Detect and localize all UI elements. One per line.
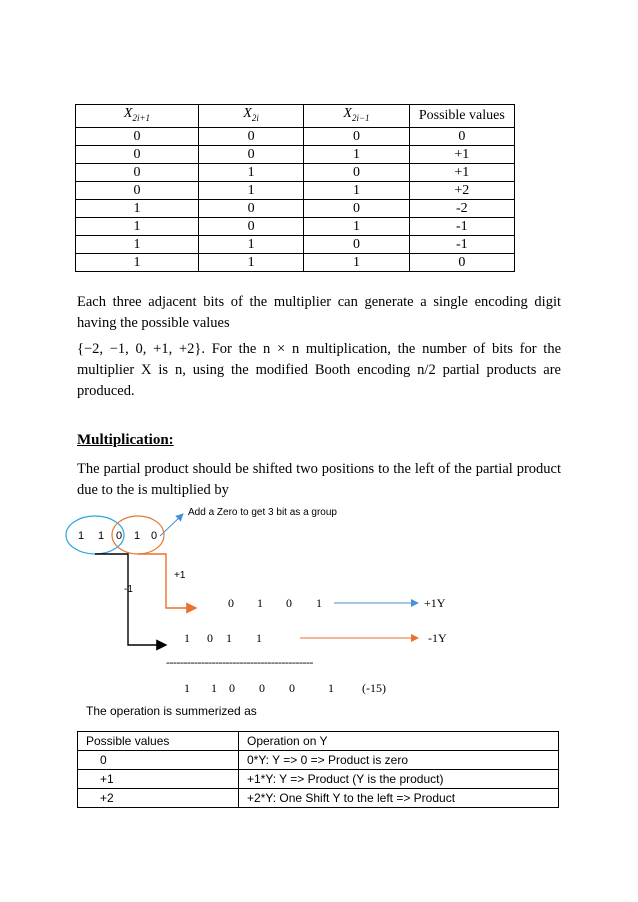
table-cell: 1 — [304, 181, 409, 199]
table-cell: +1 — [409, 145, 514, 163]
table-cell: +2 — [78, 789, 239, 808]
sum-bit: 1 — [328, 681, 334, 695]
row1-bit: 0 — [228, 596, 234, 610]
multiplier-bits — [78, 530, 157, 542]
table-row — [78, 751, 559, 770]
table-row — [76, 181, 515, 199]
sum-value: (-15) — [362, 681, 386, 695]
table-row — [76, 235, 515, 253]
sum-row — [184, 681, 386, 695]
ops-header-row — [78, 732, 559, 751]
ops-table-body — [78, 751, 559, 808]
table-cell: 0 — [198, 145, 303, 163]
header-x2i-1: $X_{2i-1}$ — [304, 105, 409, 128]
table-cell: 1 — [76, 253, 199, 271]
row2-result: -1Y — [428, 631, 447, 645]
sum-bit: 0 — [229, 681, 235, 695]
table-cell: 0 — [76, 163, 199, 181]
row2-bit: 1 — [226, 631, 232, 645]
table-cell: +2*Y: One Shift Y to the left => Product — [239, 789, 559, 808]
table-cell: -1 — [409, 235, 514, 253]
table-cell: 0 — [409, 127, 514, 145]
ops-header-operation: Operation on Y — [239, 732, 559, 751]
label-plus1: +1 — [174, 570, 186, 581]
table-row — [78, 770, 559, 789]
header-x2i1: $X_{2i+1}$ — [76, 105, 199, 128]
table-cell: 0 — [198, 199, 303, 217]
row2-bit: 1 — [256, 631, 262, 645]
partial-product-row2 — [184, 631, 262, 645]
table-row — [76, 199, 515, 217]
table-cell: 1 — [76, 199, 199, 217]
sum-bit: 0 — [289, 681, 295, 695]
booth-encoding-table — [75, 104, 515, 272]
table-cell: -1 — [409, 217, 514, 235]
table-cell: 0 — [76, 127, 199, 145]
table-cell: -2 — [409, 199, 514, 217]
sum-bit: 0 — [259, 681, 265, 695]
table-cell: 0 — [304, 163, 409, 181]
booth-table-body — [76, 127, 515, 271]
table-cell: 0 — [78, 751, 239, 770]
table-cell: 0 — [304, 127, 409, 145]
sum-bit: 1 — [211, 681, 217, 695]
paragraph-values — [77, 339, 561, 402]
table-cell: 0 — [304, 199, 409, 217]
annotation-text: Add a Zero to get 3 bit as a group — [188, 507, 337, 518]
paragraph-values-text: {−2, −1, 0, +1, +2}. For the n × n multiplication, the number of bits for the multiplier X is n, using the modified Booth encoding n/2 partial products are produced. — [77, 341, 561, 399]
booth-diagram — [0, 500, 638, 700]
row2-bit: 0 — [207, 631, 213, 645]
table-cell: 1 — [198, 253, 303, 271]
ops-header-values: Possible values — [78, 732, 239, 751]
row1-bit: 1 — [257, 596, 263, 610]
table-cell: +2 — [409, 181, 514, 199]
header-possible-values: Possible values — [409, 105, 514, 128]
table-cell: +1*Y: Y => Product (Y is the product) — [239, 770, 559, 789]
table-row — [78, 789, 559, 808]
table-cell: 1 — [198, 181, 303, 199]
table-row — [76, 217, 515, 235]
paragraph-encoding: Each three adjacent bits of the multiplier can generate a single encoding digit having the possible values — [77, 294, 561, 331]
header-x2i: $X_{2i}$ — [198, 105, 303, 128]
bit: 0 — [116, 530, 123, 542]
partial-product-row1 — [228, 596, 322, 610]
bit: 1 — [134, 530, 141, 542]
table-cell: 1 — [304, 145, 409, 163]
table-cell: +1 — [78, 770, 239, 789]
table-cell: 1 — [304, 217, 409, 235]
table-cell: 0 — [409, 253, 514, 271]
summary-text: The operation is summerized as — [86, 704, 257, 718]
table-cell: 0 — [304, 235, 409, 253]
section-heading: Multiplication: — [77, 432, 174, 448]
row1-bit: 1 — [316, 596, 322, 610]
row2-bit: 1 — [184, 631, 190, 645]
row1-bit: 0 — [286, 596, 292, 610]
table-cell: 0 — [76, 181, 199, 199]
plus1-path — [138, 554, 196, 608]
table-cell: 1 — [304, 253, 409, 271]
label-minus1: -1 — [124, 584, 133, 595]
bit: 0 — [151, 530, 158, 542]
paragraph-shift: The partial product should be shifted two positions to the left of the partial product due to the is multiplied by — [77, 461, 561, 498]
table-row — [76, 127, 515, 145]
table-cell: 0 — [198, 127, 303, 145]
table-cell: +1 — [409, 163, 514, 181]
bit: 1 — [98, 530, 105, 542]
table-row — [76, 253, 515, 271]
table-cell: 1 — [198, 235, 303, 253]
sum-bit: 1 — [184, 681, 190, 695]
table-row — [76, 163, 515, 181]
table-cell: 0*Y: Y => 0 => Product is zero — [239, 751, 559, 770]
table-header-row — [76, 105, 515, 128]
sum-separator: ------------------------------------------ — [166, 655, 313, 669]
table-row — [76, 145, 515, 163]
row1-result: +1Y — [424, 596, 446, 610]
operations-table — [77, 731, 559, 808]
table-cell: 1 — [198, 163, 303, 181]
bit: 1 — [78, 530, 85, 542]
table-cell: 1 — [76, 235, 199, 253]
table-cell: 0 — [76, 145, 199, 163]
table-cell: 1 — [76, 217, 199, 235]
minus1-path — [95, 554, 166, 645]
table-cell: 0 — [198, 217, 303, 235]
